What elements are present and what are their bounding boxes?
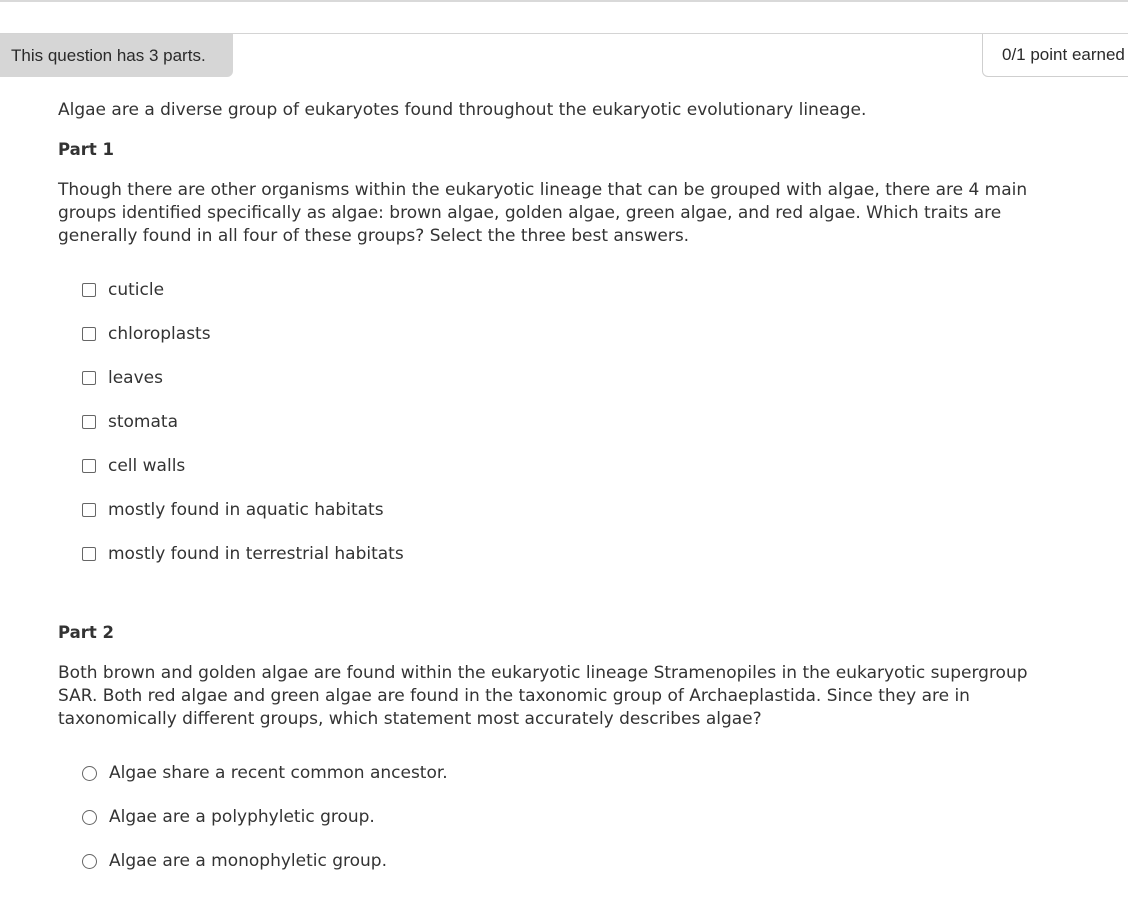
part1-options <box>82 268 404 576</box>
option-label: Algae are a polyphyletic group. <box>109 807 375 827</box>
checkbox[interactable] <box>82 459 96 473</box>
radio-button[interactable] <box>82 810 97 825</box>
part2-prompt: Both brown and golden algae are found within the eukaryotic lineage Stramenopiles in the eukaryotic supergroup SAR. Both red algae and green algae are found in the taxonomic group of Archaeplastida. Since they are in taxonomically different groups, which statement most accurately describes algae? <box>58 663 1028 729</box>
option-polyphyletic[interactable] <box>82 795 448 839</box>
checkbox[interactable] <box>82 415 96 429</box>
checkbox[interactable] <box>82 547 96 561</box>
part2-options <box>82 751 448 883</box>
part2-label: Part 2 <box>58 623 115 642</box>
option-monophyletic[interactable] <box>82 839 448 883</box>
option-chloroplasts[interactable] <box>82 312 404 356</box>
top-rule <box>0 0 1128 2</box>
option-stomata[interactable] <box>82 400 404 444</box>
option-cell-walls[interactable] <box>82 444 404 488</box>
part1-label: Part 1 <box>58 140 115 159</box>
option-label: cuticle <box>108 280 165 300</box>
part1-prompt: Though there are other organisms within the eukaryotic lineage that can be grouped with algae, there are 4 main groups identified specifically as algae: brown algae, golden algae, green algae, and red algae. Which traits are generally found in all four of these groups? Select the three best answers. <box>58 180 1028 246</box>
option-terrestrial-habitats[interactable] <box>82 532 404 576</box>
checkbox[interactable] <box>82 371 96 385</box>
radio-button[interactable] <box>82 766 97 781</box>
option-label: Algae are a monophyletic group. <box>109 851 388 871</box>
option-label: stomata <box>108 412 178 432</box>
option-recent-common-ancestor[interactable] <box>82 751 448 795</box>
option-label: mostly found in terrestrial habitats <box>108 544 404 564</box>
points-earned-label: 0/1 point earned <box>1002 45 1125 64</box>
option-label: leaves <box>108 368 163 388</box>
option-label: Algae share a recent common ancestor. <box>109 763 448 783</box>
points-earned-tab <box>982 34 1128 77</box>
option-cuticle[interactable] <box>82 268 404 312</box>
question-intro: Algae are a diverse group of eukaryotes found throughout the eukaryotic evolutionary lineage. <box>58 100 867 120</box>
checkbox[interactable] <box>82 283 96 297</box>
parts-count-tab <box>0 34 233 77</box>
option-label: mostly found in aquatic habitats <box>108 500 384 520</box>
parts-count-label: This question has 3 parts. <box>11 45 206 65</box>
checkbox[interactable] <box>82 327 96 341</box>
option-aquatic-habitats[interactable] <box>82 488 404 532</box>
option-label: cell walls <box>108 456 186 476</box>
option-leaves[interactable] <box>82 356 404 400</box>
option-label: chloroplasts <box>108 324 211 344</box>
checkbox[interactable] <box>82 503 96 517</box>
radio-button[interactable] <box>82 854 97 869</box>
